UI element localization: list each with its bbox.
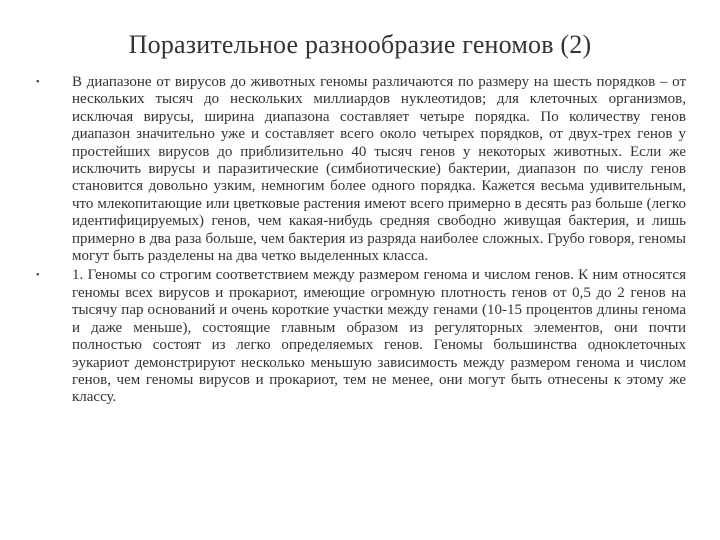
bullet-icon: •	[36, 77, 40, 88]
bullet-text: 1. Геномы со строгим соответствием между размером генома и числом генов. К ним относятся геномы всех вирусов и прокариот, имеющие огромную плотность генов от 0,5 до 2 генов на тысячу пар оснований и очень короткие участки между генами (10-15 процентов длины генома и даже меньше), состоящие главным образом из регуляторных элементов, они почти полностью состоят из легко определяемых генов. Геномы большинства одноклеточных эукариот демонстрируют несколько меньшую зависимость между размером генома и числом генов, чем геномы вирусов и прокариот, тем не менее, они могут быть отнесены к этому же классу.	[72, 267, 686, 406]
bullet-list	[36, 74, 686, 409]
bullet-item	[36, 267, 686, 406]
bullet-icon: •	[36, 270, 40, 282]
slide-title: Поразительное разнообразие геномов (2)	[128, 30, 592, 59]
bullet-text: В диапазоне от вирусов до животных геномы различаются по размеру на шесть порядков – от нескольких тысяч до нескольких миллиардов нуклеотидов; для клеточных организмов, исключая вирусы, ширина диапазона составляет четыре порядка. По количеству генов диапазон значительно уже и составляет всего около четырех порядков, от двух-трех генов у простейших вирусов до приблизительно 40 тысяч генов у некоторых животных. Если же исключить вирусы и паразитические (симбиотические) бактерии, диапазон по числу генов становится довольно узким, немногим более одного порядка. Кажется весьма удивительным, что млекопитающие или цветковые растения имеют всего примерно в десять раз больше (легко идентифицируемых) генов, чем какая-нибудь средняя свободно живущая бактерия, и лишь примерно в два раза больше, чем бактерия из разряда наиболее сложных. Грубо говоря, геномы могут быть разделены на два четко выделенных класса.	[72, 74, 686, 265]
bullet-item	[36, 74, 686, 265]
